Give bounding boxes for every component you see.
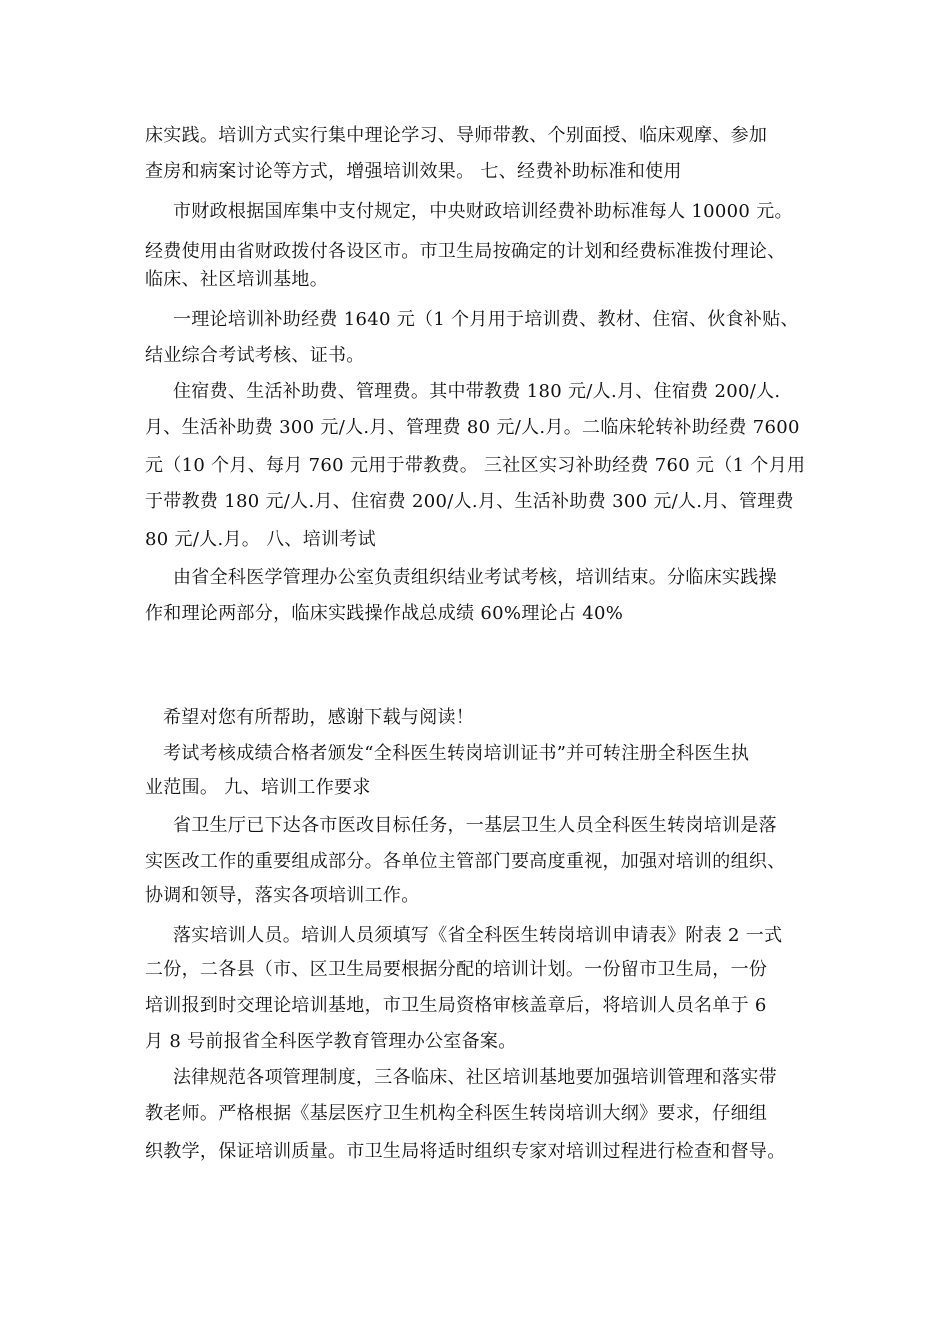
text-line-14: 作和理论两部分，临床实践操作战总成绩 60%理论占 40%: [145, 603, 624, 624]
text-line-15: 考试考核成绩合格者颁发“全科医生转岗培训证书”并可转注册全科医生执: [163, 743, 750, 764]
text-line-25: 教老师。严格根据《基层医疗卫生机构全科医生转岗培训大纲》要求，仔细组: [145, 1103, 768, 1124]
text-line-11: 于带教费 180 元/人.月、住宿费 200/人.月、生活补助费 300 元/人.月、管理费: [145, 491, 794, 512]
text-line-26: 织教学，保证培训质量。市卫生局将适时组织专家对培训过程进行检查和督导。: [145, 1141, 786, 1162]
text-line-4: 经费使用由省财政拨付各设区市。市卫生局按确定的计划和经费标准拨付理论、: [145, 241, 786, 262]
text-line-23: 月 8 号前报省全科医学教育管理办公室备案。: [145, 1031, 517, 1052]
text-line-19: 协调和领导，落实各项培训工作。: [145, 885, 420, 906]
text-line-8: 住宿费、生活补助费、管理费。其中带教费 180 元/人.月、住宿费 200/人.: [173, 381, 781, 402]
text-line-10: 元（10 个月、每月 760 元用于带教费。 三社区实习补助经费 760 元（1 个月用: [145, 455, 806, 476]
text-line-16: 业范围。 九、培训工作要求: [145, 777, 371, 798]
text-line-5: 临床、社区培训基地。: [145, 269, 328, 290]
text-line-13: 由省全科医学管理办公室负责组织结业考试考核，培训结束。分临床实践操: [173, 567, 777, 588]
text-line-9: 月、生活补助费 300 元/人.月、管理费 80 元/人.月。二临床轮转补助经费 7600: [145, 417, 800, 438]
text-line-1: 床实践。培训方式实行集中理论学习、导师带教、个别面授、临床观摩、参加: [145, 125, 768, 146]
text-line-18: 实医改工作的重要组成部分。各单位主管部门要高度重视，加强对培训的组织、: [145, 851, 786, 872]
text-line-12: 80 元/人.月。 八、培训考试: [145, 529, 376, 550]
text-line-17: 省卫生厅已下达各市医改目标任务，一基层卫生人员全科医生转岗培训是落: [173, 815, 777, 836]
text-line-7: 结业综合考试考核、证书。: [145, 345, 365, 366]
text-line-3: 市财政根据国库集中支付规定，中央财政培训经费补助标准每人 10000 元。: [173, 201, 793, 222]
text-line-2: 查房和病案讨论等方式，增强培训效果。 七、经费补助标准和使用: [145, 161, 682, 182]
text-line-24: 法律规范各项管理制度，三各临床、社区培训基地要加强培训管理和落实带: [173, 1067, 777, 1088]
text-line-20: 落实培训人员。培训人员须填写《省全科医生转岗培训申请表》附表 2 一式: [173, 925, 783, 946]
text-line-22: 培训报到时交理论培训基地，市卫生局资格审核盖章后，将培训人员名单于 6: [145, 995, 767, 1016]
thanks-line: 希望对您有所帮助，感谢下载与阅读！: [163, 707, 475, 728]
text-line-21: 二份，二各县（市、区卫生局要根据分配的培训计划。一份留市卫生局，一份: [145, 959, 768, 980]
text-line-6: 一理论培训补助经费 1640 元（1 个月用于培训费、教材、住宿、伙食补贴、: [173, 309, 799, 330]
